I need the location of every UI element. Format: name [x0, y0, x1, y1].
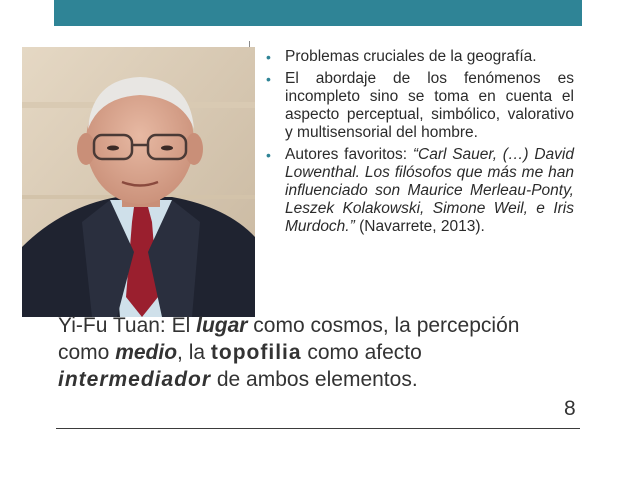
bullet-list — [263, 48, 574, 240]
caption-part: como afecto — [301, 341, 422, 364]
bullet-item — [263, 48, 574, 66]
bullet-item — [263, 70, 574, 142]
term-medio: medio — [115, 341, 178, 364]
bullet-text: Problemas cruciales de la geografía. — [285, 48, 537, 65]
bullet-quote: “Carl Sauer, (…) David Lowenthal. Los filósofos que más me han influenciado son Maurice Merleau-Ponty, Leszek Kolakowski, Simone Weil, e Iris Murdoch.” — [285, 146, 574, 235]
page-number: 8 — [564, 397, 576, 420]
caption-part: Yi-Fu Tuan: El — [58, 314, 197, 337]
caption-part: como cosmos, la percepción como — [58, 314, 520, 364]
term-intermediador: intermediador — [58, 368, 212, 391]
bullet-dot-icon: • — [266, 71, 271, 87]
header-bar — [54, 0, 582, 26]
term-lugar: lugar — [196, 314, 248, 337]
footer-rule — [56, 428, 580, 429]
bullet-source: (Navarrete, 2013). — [354, 218, 485, 235]
caption-part: de ambos elementos. — [211, 368, 418, 391]
bullet-item — [263, 146, 574, 236]
portrait-photo — [22, 47, 255, 317]
caption-part: , la — [177, 341, 211, 364]
bullet-dot-icon: • — [266, 147, 271, 163]
bullet-text: El abordaje de los fenómenos es incompleto sino se toma en cuenta el aspecto perceptual, simbólico, valorativo y multisensorial del hombre. — [285, 70, 574, 141]
bullet-dot-icon: • — [266, 49, 271, 65]
term-topofilia: topofilia — [210, 341, 302, 364]
caption-text — [58, 312, 558, 393]
bullet-prefix: Autores favoritos: — [285, 146, 413, 163]
